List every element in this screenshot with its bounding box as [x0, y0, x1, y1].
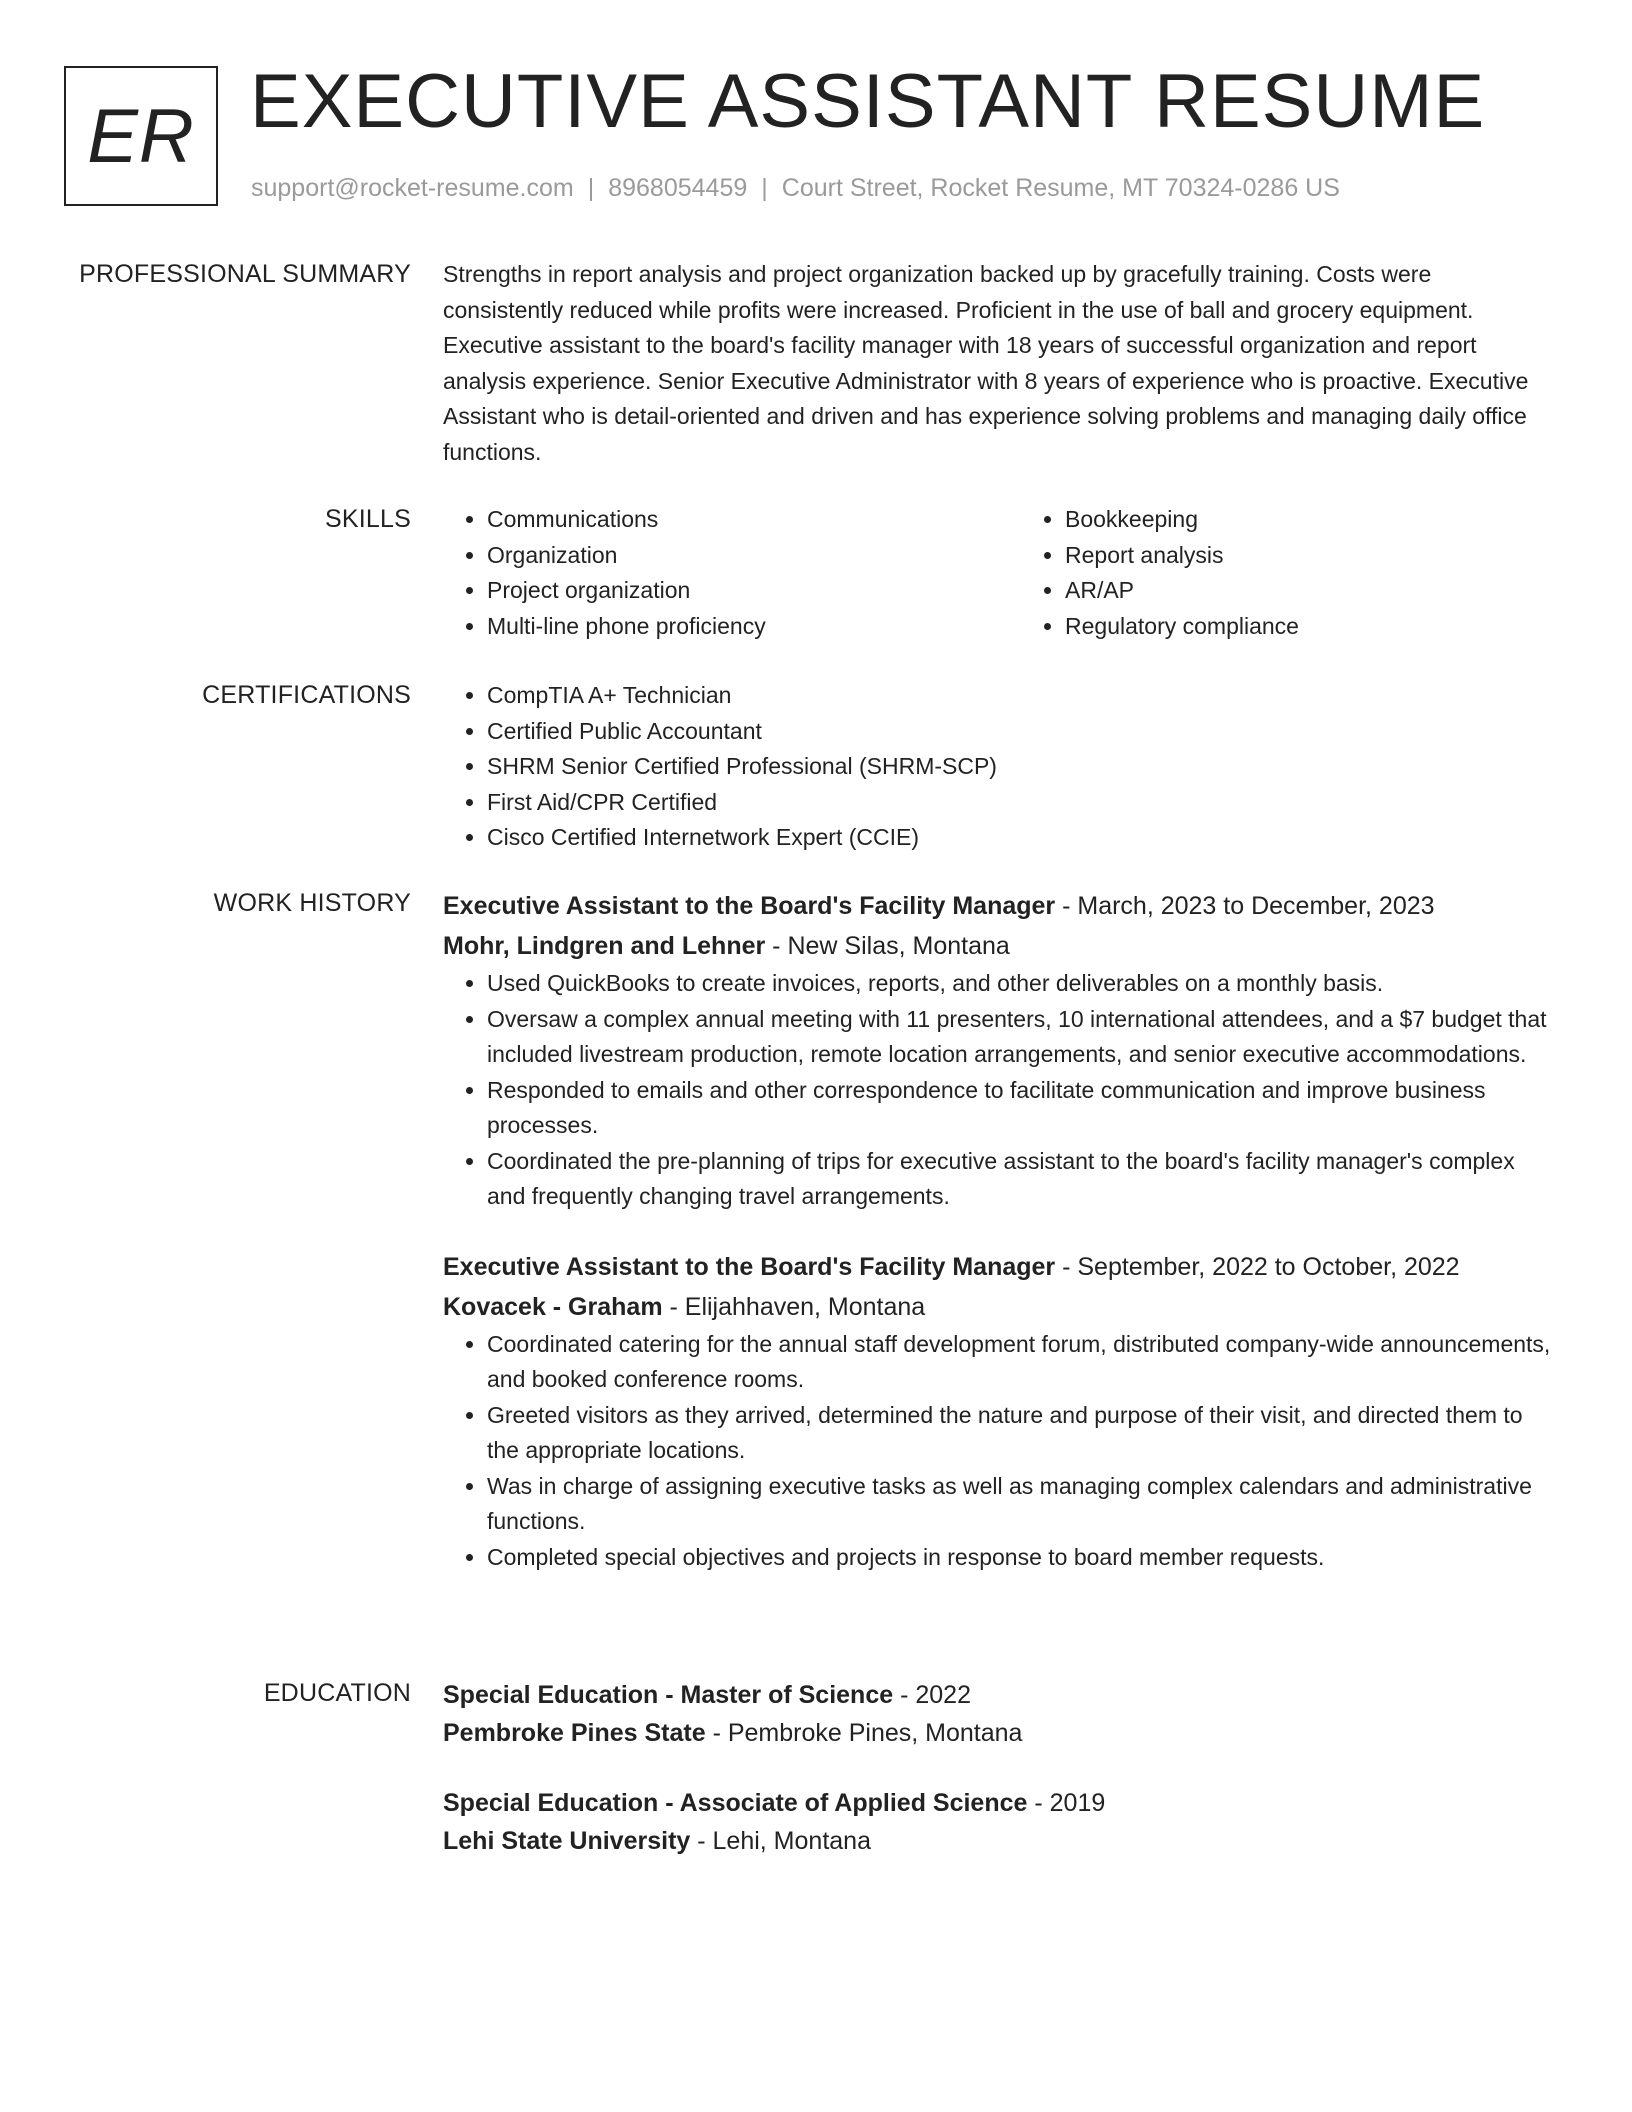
work-history-body [443, 886, 1555, 1575]
job-duty: • Used QuickBooks to create invoices, reports, and other deliverables on a monthly basis. [487, 966, 1555, 1002]
certification-item: • Cisco Certified Internetwork Expert (CCIE) [487, 820, 1555, 856]
skills-list-right [1021, 502, 1555, 644]
job-title: Executive Assistant to the Board's Facility Manager [443, 1252, 1056, 1281]
education-degree-line [443, 1784, 1555, 1822]
education-school: Pembroke Pines State [443, 1719, 706, 1747]
job-company-line [443, 926, 1555, 966]
job-company: Kovacek - Graham [443, 1292, 663, 1321]
education-degree: Special Education - Associate of Applied Science [443, 1789, 1028, 1817]
job-duty: • Completed special objectives and projects in response to board member requests. [487, 1540, 1555, 1576]
certification-item: • First Aid/CPR Certified [487, 785, 1555, 821]
work-history-label: WORK HISTORY [213, 889, 411, 917]
education-year: - 2019 [1027, 1789, 1106, 1817]
job-duties-list [443, 966, 1555, 1215]
contact-separator: | [587, 174, 595, 202]
education-school: Lehi State University [443, 1827, 691, 1855]
contact-address: Court Street, Rocket Resume, MT 70324-0286 US [781, 174, 1340, 202]
contact-separator: | [761, 174, 768, 202]
summary-text: Strengths in report analysis and project organization backed up by gracefully training. Costs were consistently reduced while profits were increased. Proficient in the use of ball and grocery equipment. Executive assistant to the board's facility manager with 18 years of successful organization and report analysis experience. Senior Executive Administrator with 8 years of experience who is proactive. Executive Assistant who is detail-oriented and driven and has experience solving problems and managing daily office functions. [443, 261, 1529, 465]
skills-list-left [443, 502, 977, 644]
education-degree-line [443, 1676, 1555, 1714]
monogram-box [64, 66, 218, 206]
job-title-line [443, 886, 1555, 926]
skill-item: • Multi-line phone proficiency [487, 609, 977, 645]
skill-item: • Regulatory compliance [1065, 609, 1555, 645]
skills-columns [443, 502, 1555, 644]
job-duty: • Was in charge of assigning executive tasks as well as managing complex calendars and administrative functions. [487, 1469, 1555, 1540]
job-duty: • Oversaw a complex annual meeting with 11 presenters, 10 international attendees, and a $7 budget that included livestream production, remote location arrangements, and senior executive accommodations. [487, 1002, 1555, 1073]
certification-item: • Certified Public Accountant [487, 714, 1555, 750]
job-company-line [443, 1287, 1555, 1327]
skills-label: SKILLS [325, 505, 411, 533]
education-label: EDUCATION [263, 1679, 411, 1707]
job-duty: • Coordinated catering for the annual staff development forum, distributed company-wide announcements, and booked conference rooms. [487, 1327, 1555, 1398]
job-dates: - March, 2023 to December, 2023 [1055, 892, 1435, 920]
certifications-list [443, 678, 1555, 856]
education-entry [443, 1676, 1555, 1752]
contact-line [251, 172, 1340, 205]
summary-body [443, 257, 1555, 470]
education-year: - 2022 [893, 1681, 971, 1709]
job-title: Executive Assistant to the Board's Facility Manager [443, 892, 1056, 920]
job-entry [443, 1247, 1555, 1576]
skill-item: • Project organization [487, 573, 977, 609]
skill-item: • Communications [487, 502, 977, 538]
skill-item: • Organization [487, 538, 977, 574]
job-duty: • Coordinated the pre-planning of trips for executive assistant to the board's facility manager's complex and frequently changing travel arrangements. [487, 1144, 1555, 1215]
job-duty: • Greeted visitors as they arrived, determined the nature and purpose of their visit, and directed them to the appropriate locations. [487, 1398, 1555, 1469]
skill-item: • Bookkeeping [1065, 502, 1555, 538]
job-location: - Elijahhaven, Montana [662, 1292, 926, 1321]
certification-item: • CompTIA A+ Technician [487, 678, 1555, 714]
certifications-label: CERTIFICATIONS [202, 681, 411, 709]
monogram-initials: ER [87, 93, 195, 179]
job-location: - New Silas, Montana [765, 932, 1010, 960]
education-school-line [443, 1822, 1555, 1860]
education-location: - Lehi, Montana [690, 1827, 871, 1855]
skill-item: • AR/AP [1065, 573, 1555, 609]
contact-email: support@rocket-resume.com [251, 174, 574, 202]
resume-title: EXECUTIVE ASSISTANT RESUME [250, 59, 1486, 144]
education-entry [443, 1784, 1555, 1860]
job-entry [443, 886, 1555, 1215]
education-school-line [443, 1714, 1555, 1752]
job-dates: - September, 2022 to October, 2022 [1055, 1252, 1460, 1281]
contact-phone: 8968054459 [608, 174, 748, 202]
job-duty: • Responded to emails and other correspondence to facilitate communication and improve business processes. [487, 1073, 1555, 1144]
education-body [443, 1676, 1555, 1860]
skills-body [443, 502, 1555, 644]
education-location: - Pembroke Pines, Montana [705, 1719, 1023, 1747]
job-title-line [443, 1247, 1555, 1287]
job-company: Mohr, Lindgren and Lehner [443, 932, 766, 960]
education-degree: Special Education - Master of Science [443, 1681, 894, 1709]
certification-item: • SHRM Senior Certified Professional (SHRM-SCP) [487, 749, 1555, 785]
summary-label: PROFESSIONAL SUMMARY [79, 260, 411, 288]
job-duties-list [443, 1327, 1555, 1576]
certifications-body [443, 678, 1555, 856]
skill-item: • Report analysis [1065, 538, 1555, 574]
